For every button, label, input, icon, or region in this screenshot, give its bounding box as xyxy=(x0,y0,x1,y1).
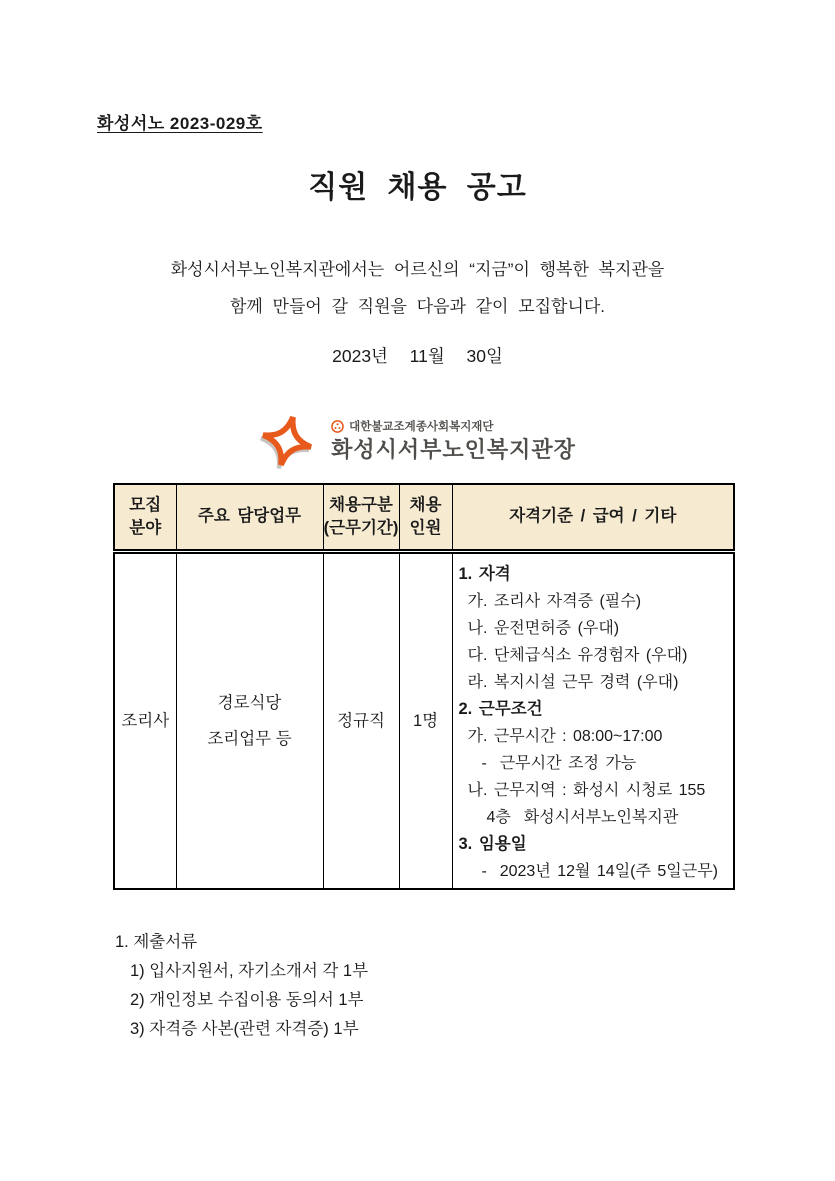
foundation-emblem-icon xyxy=(331,420,344,433)
details-line: 3. 임용일 xyxy=(458,834,527,853)
col-header-criteria: 자격기준 / 급여 / 기타 xyxy=(452,484,734,551)
doc-number: 화성서노 2023-029호 xyxy=(97,114,263,133)
org-logo xyxy=(0,409,835,473)
attachment-item: 2) 개인정보 수집이용 동의서 1부 xyxy=(130,991,364,1009)
attachment-item: 3) 자격증 사본(관련 자격증) 1부 xyxy=(130,1020,359,1038)
intro-paragraph xyxy=(0,251,835,325)
details-line: 가. 근무시간 : 08:00~17:00 xyxy=(467,727,663,745)
logo-text-block xyxy=(331,420,576,463)
col-header-count: 채용 인원 xyxy=(399,484,452,551)
cell-details xyxy=(452,551,734,889)
col-header-type: 채용구분 (근무기간) xyxy=(323,484,399,551)
details-line: 2. 근무조건 xyxy=(458,699,543,718)
foundation-name: 대한불교조계종사회복지재단 xyxy=(349,420,494,433)
foundation-row xyxy=(331,420,576,434)
details-line: 라. 복지시설 근무 경력 (우대) xyxy=(467,673,679,691)
details-line: 가. 조리사 자격증 (필수) xyxy=(467,592,642,610)
star-logo-icon xyxy=(259,410,315,472)
intro-line-1: 화성시서부노인복지관에서는 어르신의 “지금”이 행복한 복지관을 xyxy=(170,260,665,279)
attachments-title: 1. 제출서류 xyxy=(115,933,198,951)
cell-duties: 경로식당 조리업무 등 xyxy=(176,551,323,889)
page-title: 직원 채용 공고 xyxy=(308,171,527,204)
intro-line-2: 함께 만들어 갈 직원을 다음과 같이 모집합니다. xyxy=(229,297,606,316)
table-header-row xyxy=(114,484,734,551)
cell-category: 조리사 xyxy=(114,551,176,889)
cell-employment-type: 정규직 xyxy=(323,551,399,889)
attachment-item: 1) 입사지원서, 자기소개서 각 1부 xyxy=(130,962,369,980)
col-header-duties: 주요 담당업무 xyxy=(176,484,323,551)
details-line: 나. 근무지역 : 화성시 시청로 155 xyxy=(467,781,706,799)
job-table xyxy=(113,483,735,890)
announcement-date: 2023년 11월 30일 xyxy=(332,346,503,366)
attachments-section xyxy=(115,932,835,1039)
details-line: 4층 화성시서부노인복지관 xyxy=(486,808,679,826)
details-line: 1. 자격 xyxy=(458,564,511,583)
org-name: 화성시서부노인복지관장 xyxy=(331,436,576,462)
details-line: - 근무시간 조정 가능 xyxy=(481,754,637,772)
cell-headcount: 1명 xyxy=(399,551,452,889)
col-header-field: 모집 분야 xyxy=(114,484,176,551)
table-row xyxy=(114,551,734,889)
details-line: - 2023년 12월 14일(주 5일근무) xyxy=(481,862,718,880)
details-line: 나. 운전면허증 (우대) xyxy=(467,619,620,637)
details-line: 다. 단체급식소 유경험자 (우대) xyxy=(467,646,688,664)
